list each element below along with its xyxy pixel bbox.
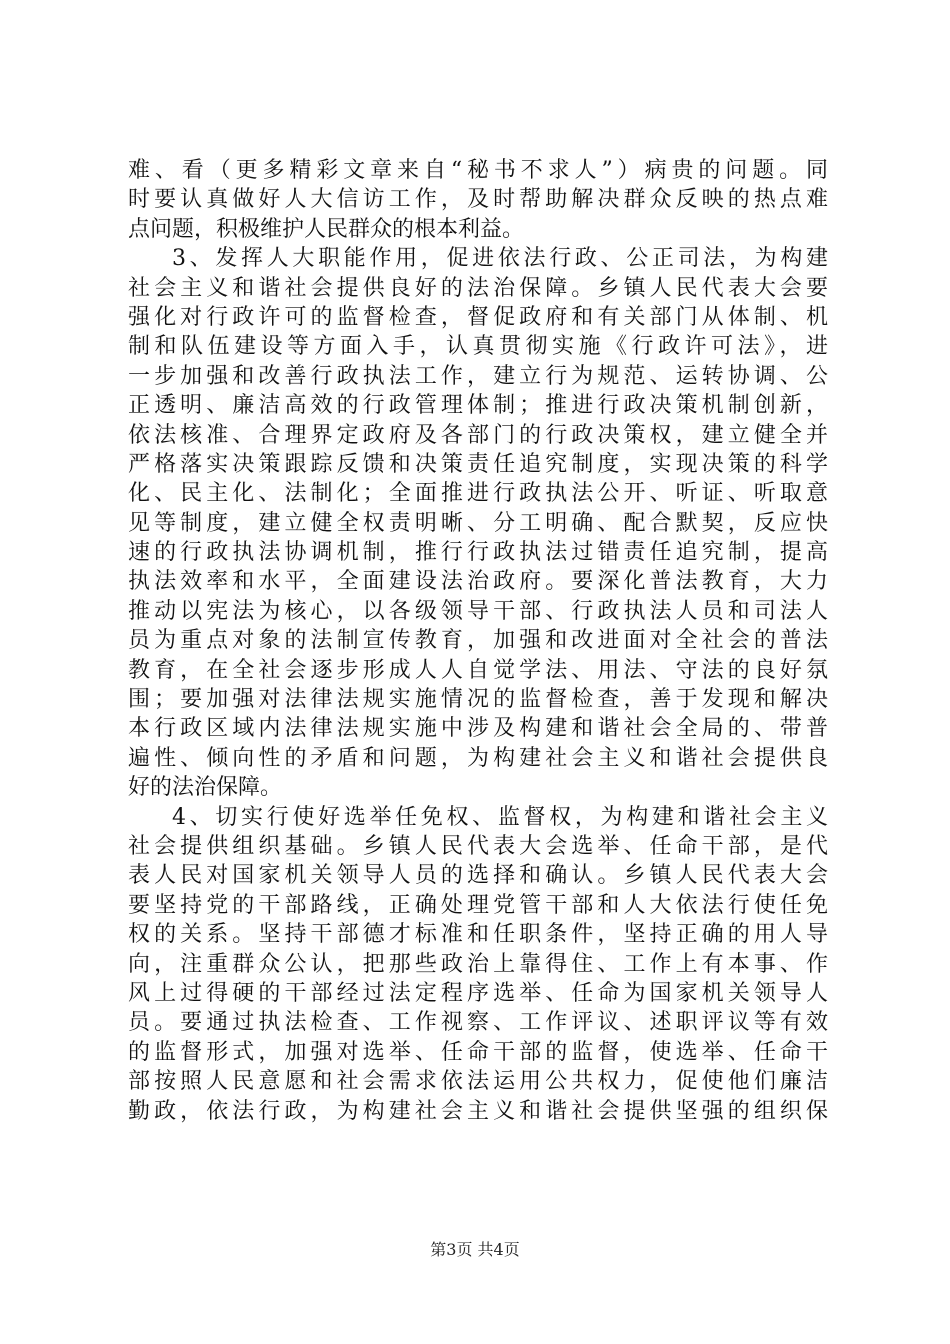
text-line: 员。要通过执法检查、工作视察、工作评议、述职评议等有效 xyxy=(128,1010,828,1036)
text-line: 强化对行政许可的监督检查，督促政府和有关部门从体制、机 xyxy=(128,304,828,330)
text-line: 向，注重群众公认，把那些政治上靠得住、工作上有本事、作 xyxy=(128,951,828,977)
text-line: 围；要加强对法律法规实施情况的监督检查，善于发现和解决 xyxy=(128,687,828,713)
text-line: 社会主义和谐社会提供良好的法治保障。乡镇人民代表大会要 xyxy=(128,275,828,301)
text-line: 一步加强和改善行政执法工作，建立行为规范、运转协调、公 xyxy=(128,363,828,389)
text-line: 点问题，积极维护人民群众的根本利益。 xyxy=(128,216,525,242)
text-line: 时要认真做好人大信访工作，及时帮助解决群众反映的热点难 xyxy=(128,187,828,213)
text-line: 推动以宪法为核心，以各级领导干部、行政执法人员和司法人 xyxy=(128,598,828,624)
text-line: 化、民主化、法制化；全面推进行政执法公开、听证、听取意 xyxy=(128,481,828,507)
text-line: 社会提供组织基础。乡镇人民代表大会选举、任命干部，是代 xyxy=(128,833,828,859)
text-line: 遍性、倾向性的矛盾和问题，为构建社会主义和谐社会提供良 xyxy=(128,745,828,771)
text-line: 员为重点对象的法制宣传教育，加强和改进面对全社会的普法 xyxy=(128,628,828,654)
body-text xyxy=(128,156,828,1126)
text-line: 制和队伍建设等方面入手，认真贯彻实施《行政许可法》，进 xyxy=(128,334,828,360)
text-line: 权的关系。坚持干部德才标准和任职条件，坚持正确的用人导 xyxy=(128,922,828,948)
text-line: 严格落实决策跟踪反馈和决策责任追究制度，实现决策的科学 xyxy=(128,451,828,477)
text-line: 见等制度，建立健全权责明晰、分工明确、配合默契，反应快 xyxy=(128,510,828,536)
text-line: 要坚持党的干部路线，正确处理党管干部和人大依法行使任免 xyxy=(128,892,828,918)
text-line: 正透明、廉洁高效的行政管理体制；推进行政决策机制创新， xyxy=(128,393,828,419)
text-line: 依法核准、合理界定政府及各部门的行政决策权，建立健全并 xyxy=(128,422,828,448)
text-line: 速的行政执法协调机制，推行行政执法过错责任追究制，提高 xyxy=(128,540,828,566)
text-line: 执法效率和水平，全面建设法治政府。要深化普法教育，大力 xyxy=(128,569,828,595)
text-line: 本行政区域内法律法规实施中涉及构建和谐社会全局的、带普 xyxy=(128,716,828,742)
text-line: 表人民对国家机关领导人员的选择和确认。乡镇人民代表大会 xyxy=(128,863,828,889)
text-line: 难、看（更多精彩文章来自“秘书不求人”）病贵的问题。同 xyxy=(128,158,828,183)
text-line: 勤政，依法行政，为构建社会主义和谐社会提供坚强的组织保 xyxy=(128,1098,828,1124)
text-line: 教育，在全社会逐步形成人人自觉学法、用法、守法的良好氛 xyxy=(128,657,828,683)
text-line: 好的法治保障。 xyxy=(128,775,283,801)
page-footer xyxy=(0,1240,950,1260)
paragraph-3-start: 3、发挥人大职能作用，促进依法行政、公正司法，为构建 xyxy=(172,246,828,272)
paragraph-4-start: 4、切实行使好选举任免权、监督权，为构建和谐社会主义 xyxy=(172,804,828,830)
text-line: 的监督形式，加强对选举、任命干部的监督，使选举、任命干 xyxy=(128,1039,828,1065)
page-number-label: 第3页 共4页 xyxy=(430,1240,520,1259)
text-line: 风上过得硬的干部经过法定程序选举、任命为国家机关领导人 xyxy=(128,980,828,1006)
text-line: 部按照人民意愿和社会需求依法运用公共权力，促使他们廉洁 xyxy=(128,1069,828,1095)
